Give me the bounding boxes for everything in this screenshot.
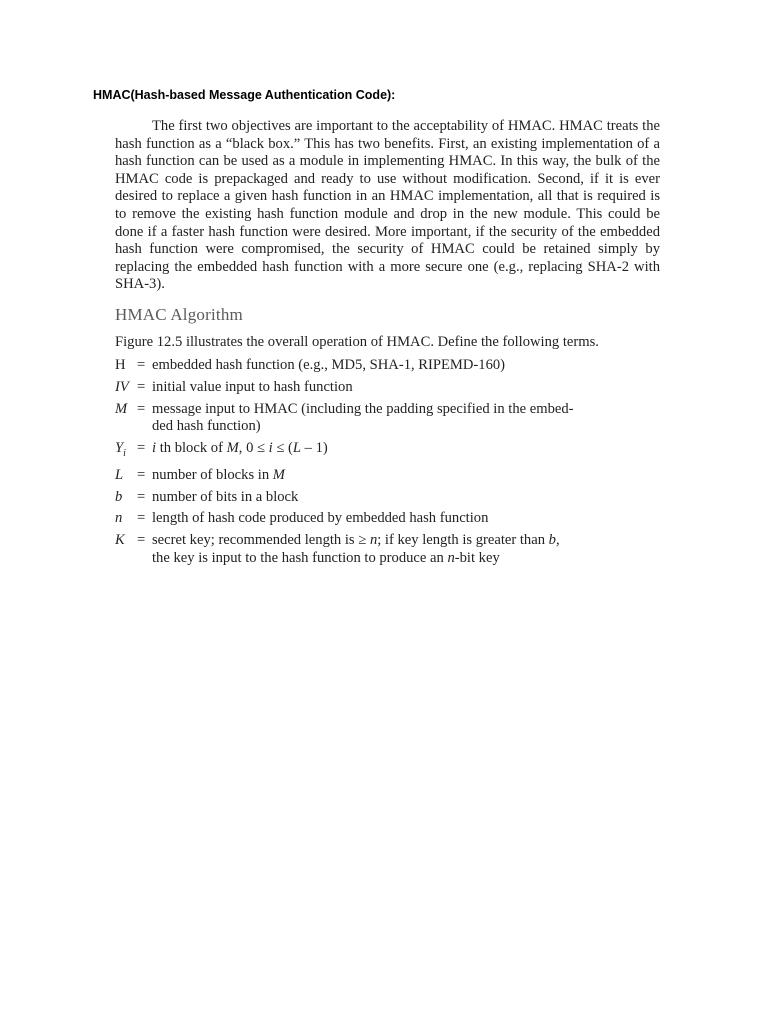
- term-definition-m-line2: ded hash function): [152, 418, 261, 435]
- term-symbol-n: n: [115, 510, 123, 527]
- term-definition-k: [152, 532, 660, 567]
- term-symbol-iv: IV: [115, 378, 129, 395]
- yi-text-1: th block of: [156, 440, 227, 457]
- equals-sign: =: [137, 440, 146, 457]
- term-definition-yi: [152, 440, 660, 458]
- var-m: M: [272, 466, 285, 483]
- intro-sentence: Figure 12.5 illustrates the overall operation of HMAC. Define the following terms.: [115, 333, 599, 350]
- term-row-l: [115, 467, 660, 485]
- term-symbol-l: L: [115, 466, 124, 483]
- k-text-2: ; if key length is greater than: [377, 532, 549, 549]
- equals-sign: =: [137, 378, 146, 395]
- term-definition-b: number of bits in a block: [152, 488, 299, 505]
- equals-sign: =: [137, 488, 146, 505]
- yi-text-2: , 0 ≤: [238, 440, 269, 457]
- var-n: n: [447, 549, 455, 566]
- term-definition-iv: initial value input to hash function: [152, 378, 353, 395]
- var-m: M: [226, 440, 239, 457]
- yi-subscript: i: [123, 447, 126, 459]
- var-b: b: [548, 532, 556, 549]
- terms-list: [115, 357, 660, 567]
- term-row-m: [115, 401, 660, 436]
- yi-text-3: ≤ (: [272, 440, 293, 457]
- term-definition-l: [152, 467, 660, 485]
- textbook-excerpt: [115, 118, 660, 571]
- equals-sign: =: [137, 532, 146, 549]
- term-symbol-b: b: [115, 488, 123, 505]
- term-row-iv: [115, 379, 660, 397]
- term-row-b: [115, 489, 660, 507]
- term-symbol-h: H: [115, 357, 126, 374]
- term-definition-m: [152, 401, 660, 436]
- term-definition-h: embedded hash function (e.g., MD5, SHA-1, RIPEMD-160): [152, 357, 506, 374]
- k-text-4: the key is input to the hash function to produce an: [152, 549, 448, 566]
- term-symbol-yi: [115, 440, 137, 463]
- var-i: i: [268, 440, 273, 457]
- term-row-h: [115, 357, 660, 375]
- var-n: n: [369, 532, 378, 549]
- k-text-1: secret key; recommended length is ≥: [152, 532, 370, 549]
- term-definition-n: length of hash code produced by embedded hash function: [152, 510, 489, 527]
- var-i: i: [152, 440, 157, 457]
- term-definition-k-line1: [152, 532, 660, 550]
- equals-sign: =: [137, 357, 146, 374]
- term-symbol-m: M: [115, 400, 128, 417]
- var-l: L: [292, 440, 302, 457]
- term-row-yi: [115, 440, 660, 463]
- term-row-k: [115, 532, 660, 567]
- body-paragraph: The first two objectives are important to the acceptability of HMAC. HMAC treats the hash function as a “black box.” This has two benefits. First, an existing implementation of a hash function can be used as a module in implementing HMAC. In this way, the bulk of the HMAC code is prepackaged and ready to use without modification. Second, if it is ever desired to replace a given hash function in an HMAC implementation, all that is required is to remove the existing hash function module and drop in the new module. This could be done if a faster hash function were desired. More important, if the security of the embedded hash function were compromised, the security of HMAC could be retained simply by replacing the embedded hash function with a more secure one (e.g., replacing SHA-2 with SHA-3).: [115, 118, 660, 293]
- k-text-3: ,: [555, 532, 560, 549]
- equals-sign: =: [137, 510, 146, 527]
- section-title: HMAC Algorithm: [115, 304, 243, 324]
- term-symbol-k: K: [115, 532, 125, 549]
- l-text: number of blocks in: [152, 466, 273, 483]
- term-definition-m-line1: message input to HMAC (including the padding specified in the embed-: [152, 400, 574, 417]
- k-text-5: -bit key: [454, 549, 500, 566]
- term-definition-k-line2: [152, 550, 660, 568]
- yi-text-4: – 1): [301, 440, 328, 457]
- yi-base: Y: [115, 440, 124, 457]
- equals-sign: =: [137, 466, 146, 483]
- equals-sign: =: [137, 400, 146, 417]
- term-row-n: [115, 510, 660, 528]
- page-heading: HMAC(Hash-based Message Authentication Code):: [93, 88, 396, 102]
